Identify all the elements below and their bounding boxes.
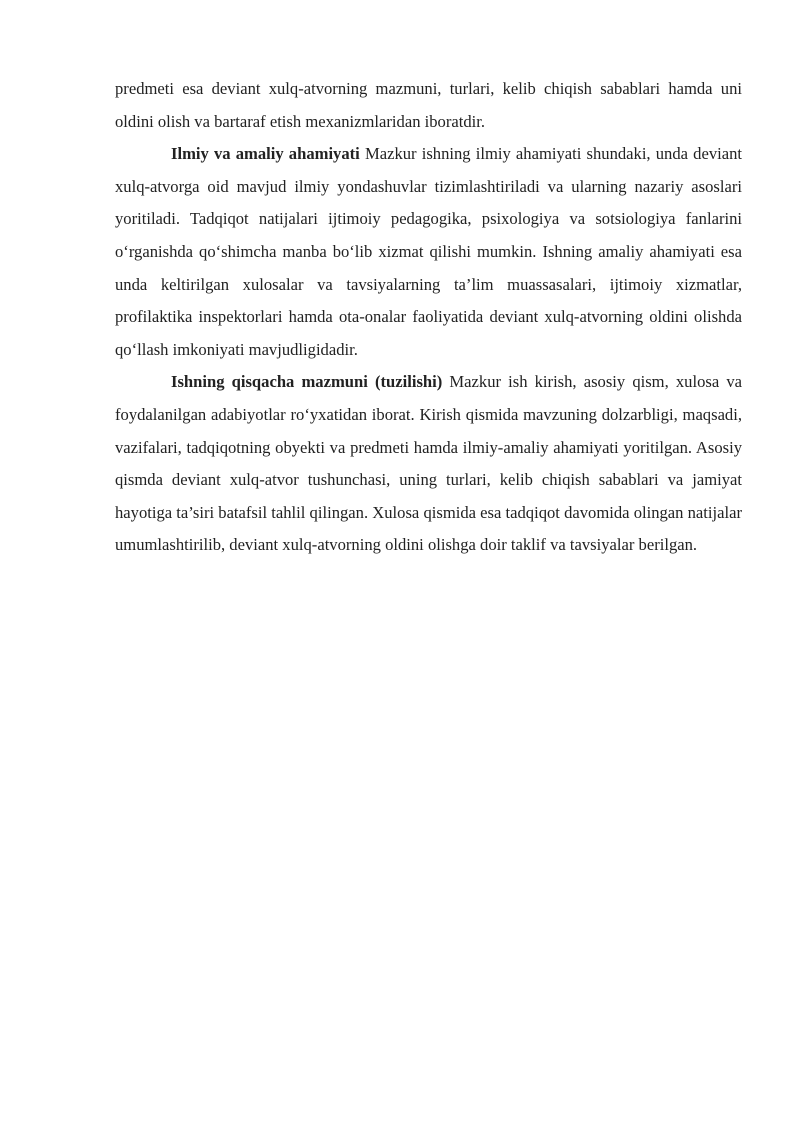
section-heading-significance: Ilmiy va amaliy ahamiyati: [171, 144, 360, 164]
paragraph-subject-continuation: [115, 73, 742, 138]
paragraph-significance: [115, 138, 742, 366]
paragraph-structure: [115, 366, 742, 562]
paragraph-text: Mazkur ish kirish, asosiy qism, xulosa va foydalanilgan adabiyotlar ro‘yxatidan iborat. Kirish qismida mavzuning dolzarbligi, maqsadi, vazifalari, tadqiqotning obyekti va predmeti hamda ilmiy-amaliy ahamiyati yoritilgan. Asosiy qismda deviant xulq-atvor tushunchasi, uning turlari, kelib chiqish sabablari va jamiyat hayotiga ta’siri batafsil tahlil qilingan. Xulosa qismida esa tadqiqot davomida olingan natijalar umumlashtirilib, deviant xulq-atvorning oldini olishga doir taklif va tavsiyalar berilgan.: [115, 372, 742, 555]
document-page: [115, 73, 742, 562]
paragraph-text: Mazkur ishning ilmiy ahamiyati shundaki, unda deviant xulq-atvorga oid mavjud ilmiy yondashuvlar tizimlashtiriladi va ularning nazariy asoslari yoritiladi. Tadqiqot natijalari ijtimoiy pedagogika, psixologiya va sotsiologiya fanlarini o‘rganishda qo‘shimcha manba bo‘lib xizmat qilishi mumkin. Ishning amaliy ahamiyati esa unda keltirilgan xulosalar va tavsiyalarning ta’lim muassasalari, ijtimoiy xizmatlar, profilaktika inspektorlari hamda ota-onalar faoliyatida deviant xulq-atvorning oldini olishda qo‘llash imkoniyati mavjudligidadir.: [115, 144, 742, 359]
paragraph-text: predmeti esa deviant xulq-atvorning mazmuni, turlari, kelib chiqish sabablari hamda uni oldini olish va bartaraf etish mexanizmlaridan iboratdir.: [115, 79, 742, 131]
section-heading-structure: Ishning qisqacha mazmuni (tuzilishi): [171, 372, 443, 392]
